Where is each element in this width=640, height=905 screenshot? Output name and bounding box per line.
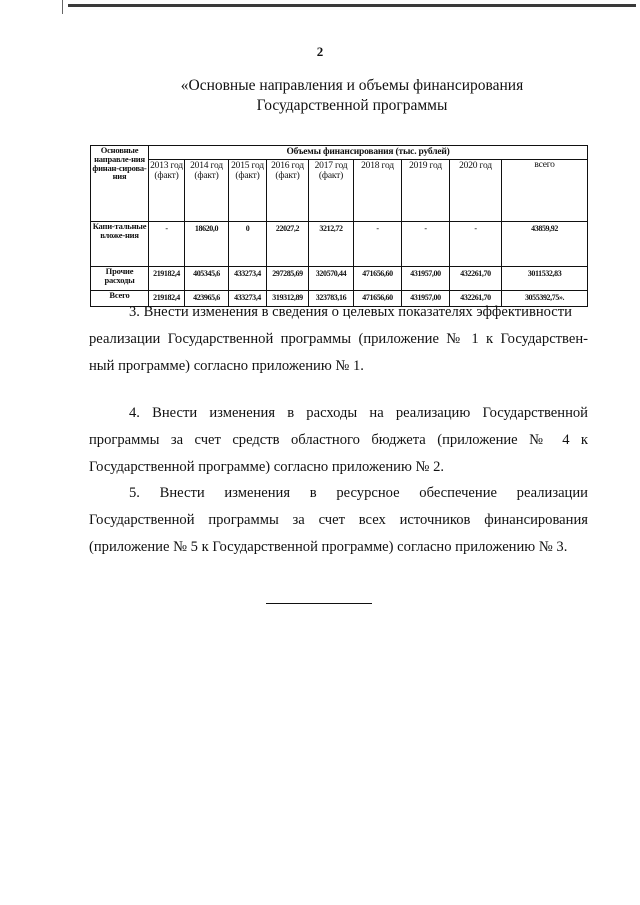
table-cell: 423965,6	[185, 291, 229, 307]
page-number: 2	[316, 44, 324, 59]
heading-line-1: «Основные направления и объемы финансирования	[180, 77, 524, 94]
table-cell: 3011532,83	[502, 267, 588, 291]
column-header: 2020 год	[450, 160, 502, 222]
table-cell: 433273,4	[229, 267, 267, 291]
table-cell: 432261,70	[450, 267, 502, 291]
scan-edge-mark	[62, 0, 63, 14]
table-cell: 405345,6	[185, 267, 229, 291]
column-header: 2018 год	[354, 160, 402, 222]
paragraph-line: ный программе) согласно приложению № 1.	[89, 358, 364, 374]
table-cell: -	[402, 222, 450, 267]
paragraph-4	[89, 400, 588, 481]
table-cell: 297285,69	[267, 267, 309, 291]
row-label: Всего	[91, 291, 149, 307]
column-header: 2017 год (факт)	[309, 160, 354, 222]
table-cell: 18620,0	[185, 222, 229, 267]
table-group-header: Объемы финансирования (тыс. рублей)	[149, 146, 588, 160]
table-cell: 323783,16	[309, 291, 354, 307]
table-cell: 432261,70	[450, 291, 502, 307]
financing-table	[90, 145, 588, 307]
column-header: 2015 год (факт)	[229, 160, 267, 222]
table-cell: 219182,4	[149, 267, 185, 291]
table-cell: 319312,89	[267, 291, 309, 307]
table-cell: 3212,72	[309, 222, 354, 267]
table-cell: 0	[229, 222, 267, 267]
paragraph-line: (приложение № 5 к Государственной программе) согласно приложению № 3.	[89, 539, 568, 555]
paragraph-line: программы за счет средств областного бюджета (приложение № 4 к	[89, 432, 588, 448]
table-cell: 22027,2	[267, 222, 309, 267]
paragraph-3	[89, 299, 588, 380]
table-cell: 471656,60	[354, 267, 402, 291]
table-cell: 3055392,75».	[502, 291, 588, 307]
table-cell: -	[450, 222, 502, 267]
table-cell: 471656,60	[354, 291, 402, 307]
table-cell: -	[354, 222, 402, 267]
column-header: 2016 год (факт)	[267, 160, 309, 222]
column-header: 2014 год (факт)	[185, 160, 229, 222]
table-cell: 431957,00	[402, 291, 450, 307]
paragraph-5	[89, 480, 588, 561]
table-corner-header: Основные направле-ния финан-сирова-ния	[91, 146, 149, 222]
paragraph-line: 4. Внести изменения в расходы на реализацию Государственной	[129, 405, 588, 421]
table-cell: 431957,00	[402, 267, 450, 291]
paragraph-line: 3. Внести изменения в сведения о целевых показателях эффективности	[129, 304, 572, 320]
table-cell: -	[149, 222, 185, 267]
column-header: 2013 год (факт)	[149, 160, 185, 222]
table-cell: 219182,4	[149, 291, 185, 307]
column-header: всего	[502, 160, 588, 222]
paragraph-line: реализации Государственной программы (приложение № 1 к Государствен-	[89, 331, 588, 347]
closing-rule	[266, 603, 372, 604]
scan-top-border	[68, 4, 636, 7]
table-cell: 320570,44	[309, 267, 354, 291]
section-heading	[0, 76, 640, 116]
row-label: Прочие расходы	[91, 267, 149, 291]
heading-line-2: Государственной программы	[256, 97, 448, 114]
column-header: 2019 год	[402, 160, 450, 222]
paragraph-line: Государственной программе) согласно приложению № 2.	[89, 459, 445, 475]
paragraph-line: Государственной программы за счет всех источников финансирования	[89, 512, 588, 528]
paragraph-line: 5. Внести изменения в ресурсное обеспечение реализации	[129, 485, 588, 501]
row-label: Капи-тальные вложе-ния	[91, 222, 149, 267]
table-cell: 433273,4	[229, 291, 267, 307]
table-cell: 43859,92	[502, 222, 588, 267]
